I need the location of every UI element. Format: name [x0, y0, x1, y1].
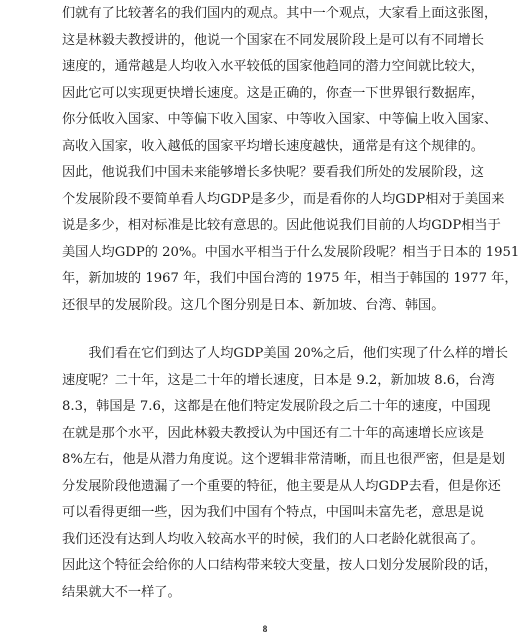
- text-line: 们就有了比较著名的我们国内的观点。其中一个观点，大家看上面这张图，: [62, 6, 498, 21]
- text-line: 还很早的发展阶段。这几个图分别是日本、新加坡、台湾、韩国。: [62, 297, 445, 313]
- text-line: 这是林毅夫教授讲的，他说一个国家在不同发展阶段上是可以有不同增长: [62, 32, 484, 48]
- text-line: 速度呢？二十年，这是二十年的增长速度，日本是 9.2，新加坡 8.6，台湾: [62, 372, 495, 388]
- text-line: 可以看得更细一些，因为我们中国有个特点，中国叫未富先老，意思是说: [62, 505, 484, 520]
- text-line: 8%左右，他是从潜力角度说。这个逻辑非常清晰，而且也很严密，但是是划: [62, 452, 505, 467]
- text-line: 速度的，通常越是人均收入水平较低的国家他趋同的潜力空间就比较大，: [62, 59, 484, 74]
- text-line: 因此，他说我们中国未来能够增长多快呢？要看我们所处的发展阶段，这: [62, 165, 484, 180]
- text-line: 在就是那个水平，因此林毅夫教授认为中国还有二十年的高速增长应该是: [62, 425, 484, 441]
- text-line: 个发展阶段不要简单看人均GDP是多少，而是看你的人均GDP相对于美国来: [62, 191, 505, 207]
- text-line: 结果就大不一样了。: [62, 584, 181, 600]
- text-line: 我们还没有达到人均收入较高水平的时候，我们的人口老龄化就很高了。: [62, 531, 484, 547]
- text-line: 因此它可以实现更快增长速度。这是正确的，你查一下世界银行数据库，: [62, 85, 484, 101]
- text-line: 我们看在它们到达了人均GDP美国 20%之后，他们实现了什么样的增长: [62, 346, 508, 361]
- text-line: 说是多少，相对标准是比较有意思的。因此他说我们目前的人均GDP相当于: [62, 218, 501, 233]
- paragraph-1: [62, 1, 520, 319]
- text-line: 分发展阶段他遗漏了一个重要的特征，他主要是从人均GDP去看，但是你还: [62, 478, 501, 494]
- text-line: 8.3，韩国是 7.6，这都是在他们特定发展阶段之后二十年的速度，中国现: [62, 399, 491, 414]
- text-line: 因此这个特征会给你的人口结构带来较大变量，按人口划分发展阶段的话，: [62, 558, 498, 573]
- text-line: 高收入国家，收入越低的国家平均增长速度越快，通常是有这个规律的。: [62, 138, 484, 154]
- text-line: 你分低收入国家、中等偏下收入国家、中等收入国家、中等偏上收入国家、: [62, 112, 498, 127]
- paragraph-2: [62, 341, 508, 606]
- text-line: 年，新加坡的 1967 年，我们中国台湾的 1975 年，相当于韩国的 1977 年，: [62, 271, 518, 286]
- page-number: 8: [262, 624, 268, 634]
- text-line: 美国人均GDP的 20%。中国水平相当于什么发展阶段呢？相当于日本的 1951: [62, 244, 520, 260]
